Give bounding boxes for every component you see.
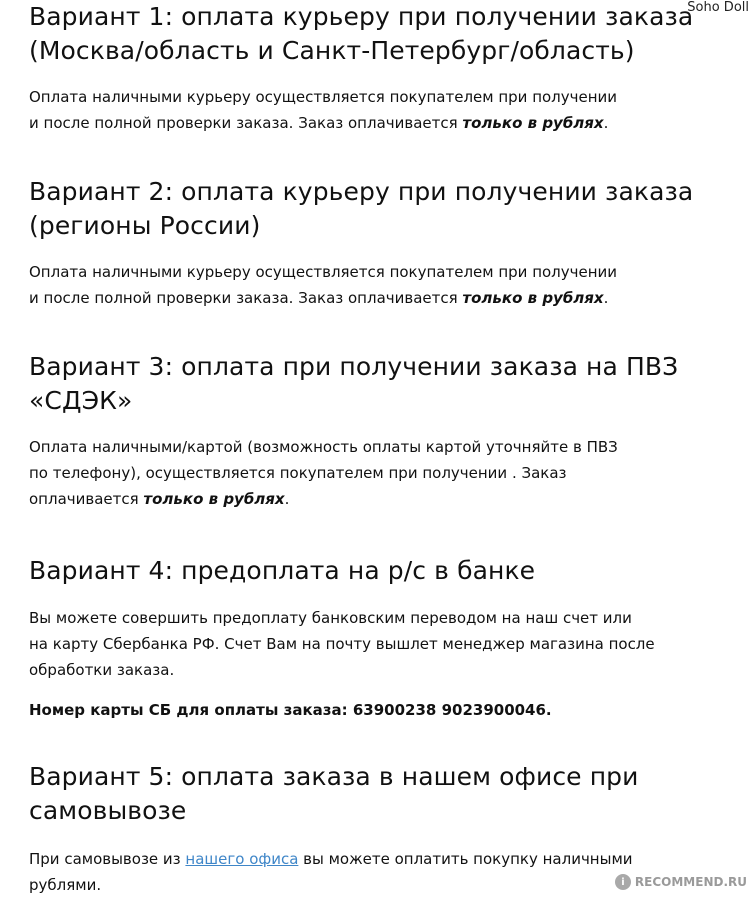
- option-5-title-line-1: Вариант 5: оплата заказа в нашем офисе при: [29, 762, 639, 791]
- option-2-text-suffix: .: [603, 289, 609, 307]
- payment-option-1: [29, 0, 693, 136]
- option-1-title: [29, 0, 693, 68]
- card-number-text: Номер карты СБ для оплаты заказа: 63900238 9023900046.: [29, 701, 552, 719]
- office-link[interactable]: нашего офиса: [185, 850, 299, 868]
- payment-option-3: [29, 350, 678, 512]
- site-watermark: [615, 874, 747, 890]
- option-1-title-line-2: (Москва/область и Санкт-Петербург/область): [29, 36, 635, 65]
- option-4-title: [29, 554, 655, 588]
- option-3-emphasis: только в рублях: [143, 490, 285, 508]
- watermark-author: Soho Doll: [687, 0, 749, 15]
- option-1-text-suffix: .: [603, 114, 609, 132]
- option-3-text-line-3: оплачивается: [29, 490, 144, 508]
- option-2-title-line-2: (регионы России): [29, 211, 261, 240]
- option-4-title-line-1: Вариант 4: предоплата на р/с в банке: [29, 556, 536, 585]
- option-2-text-line-2: и после полной проверки заказа. Заказ оплачивается: [29, 289, 463, 307]
- option-3-text-line-2: по телефону), осуществляется покупателем при получении . Заказ: [29, 464, 567, 482]
- payment-option-4: [29, 554, 655, 723]
- option-2-description: [29, 259, 693, 311]
- option-4-text-line-1: Вы можете совершить предоплату банковским переводом на наш счет или: [29, 609, 632, 627]
- option-2-title-line-1: Вариант 2: оплата курьеру при получении заказа: [29, 177, 694, 206]
- option-5-text-line-2: рублями.: [29, 876, 102, 894]
- option-2-title: [29, 175, 693, 243]
- option-4-description: [29, 605, 655, 683]
- option-2-emphasis: только в рублях: [462, 289, 604, 307]
- option-1-text-line-2: и после полной проверки заказа. Заказ оплачивается: [29, 114, 463, 132]
- option-4-text-line-2: на карту Сбербанка РФ. Счет Вам на почту вышлет менеджер магазина после: [29, 635, 655, 653]
- option-5-text-prefix: При самовывозе из: [29, 850, 186, 868]
- option-3-text-suffix: .: [284, 490, 290, 508]
- option-5-text-suffix: вы можете оплатить покупку наличными: [298, 850, 633, 868]
- option-1-text-line-1: Оплата наличными курьеру осуществляется покупателем при получении: [29, 88, 618, 106]
- option-3-text-line-1: Оплата наличными/картой (возможность оплаты картой уточняйте в ПВЗ: [29, 438, 618, 456]
- option-2-text-line-1: Оплата наличными курьеру осуществляется покупателем при получении: [29, 263, 618, 281]
- recommend-logo-icon: i: [615, 874, 631, 890]
- option-3-title-line-2: «СДЭК»: [29, 386, 133, 415]
- option-5-title-line-2: самовывозе: [29, 796, 187, 825]
- payment-option-5: [29, 760, 638, 898]
- option-1-emphasis: только в рублях: [462, 114, 604, 132]
- option-3-description: [29, 434, 678, 512]
- option-3-title-line-1: Вариант 3: оплата при получении заказа на ПВЗ: [29, 352, 679, 381]
- payment-option-2: [29, 175, 693, 311]
- option-4-text-line-3: обработки заказа.: [29, 661, 175, 679]
- option-5-description: [29, 846, 638, 898]
- option-1-title-line-1: Вариант 1: оплата курьеру при получении заказа: [29, 2, 694, 31]
- option-3-title: [29, 350, 678, 418]
- watermark-text: RECOMMEND.RU: [634, 875, 747, 889]
- option-1-description: [29, 84, 693, 136]
- option-5-title: [29, 760, 638, 828]
